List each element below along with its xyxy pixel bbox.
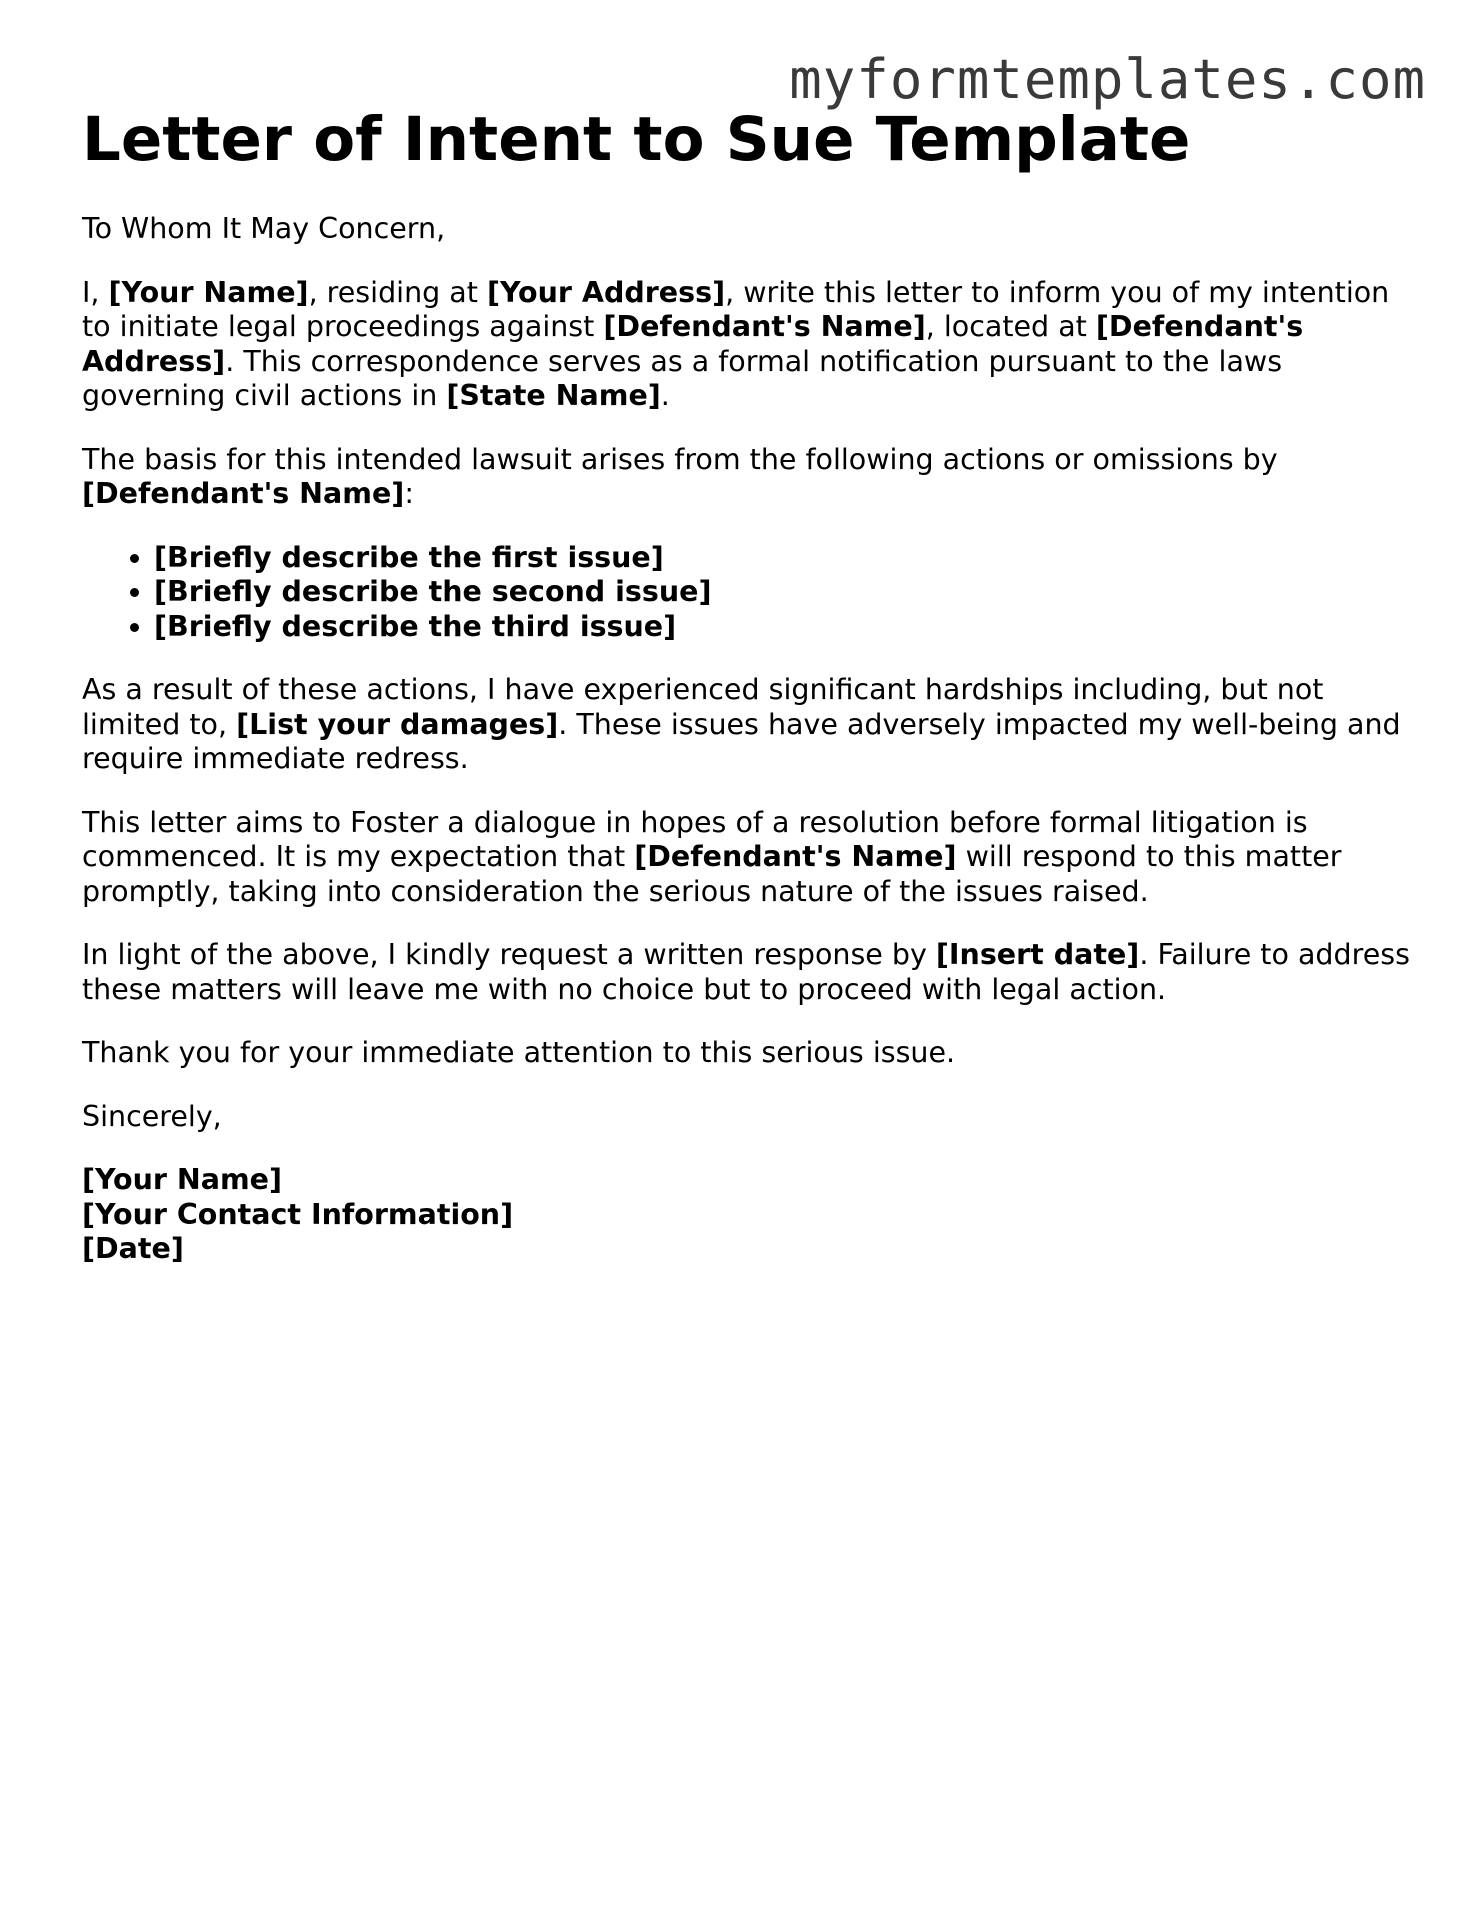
paragraph-basis	[82, 443, 1412, 512]
text: , residing at	[308, 275, 487, 309]
paragraph-dialogue	[82, 806, 1412, 910]
text: , located at	[925, 310, 1096, 343]
list-item: • [Briefly describe the second issue]	[154, 575, 1412, 610]
placeholder-defendant-name: [Defendant's Name]	[82, 477, 405, 510]
signature-block	[82, 1163, 1412, 1267]
text: , write this letter to inform you of my intention to initiate legal proceedings against	[82, 275, 1390, 343]
watermark-site-name: myformtemplates.com	[789, 48, 1426, 111]
paragraph-response-request	[82, 938, 1412, 1007]
placeholder-damages: [List your damages]	[236, 707, 559, 741]
text: This letter aims to Foster a dialogue in hopes of a resolution before formal litigation is commenced. It is my expectation that	[82, 805, 1308, 873]
placeholder-state-name: [State Name]	[446, 379, 661, 412]
placeholder-your-address: [Your Address]	[487, 275, 726, 309]
text: The basis for this intended lawsuit arises from the following actions or omissions by	[82, 442, 1278, 476]
text: . This correspondence serves as a formal notification pursuant to the laws governing civil actions in	[82, 344, 1283, 412]
document-title: Letter of Intent to Sue Template	[82, 104, 1191, 175]
list-item: • [Briefly describe the third issue]	[154, 610, 1412, 645]
text: :	[404, 477, 414, 510]
placeholder-defendant-address: [Defendant's Address]	[82, 310, 1304, 378]
signature-contact: [Your Contact Information]	[82, 1197, 514, 1231]
placeholder-defendant-name: [Defendant's Name]	[634, 840, 957, 873]
signature-name: [Your Name]	[82, 1163, 283, 1196]
list-item: • [Briefly describe the first issue]	[154, 541, 1412, 576]
text: I,	[82, 275, 109, 309]
placeholder-insert-date: [Insert date]	[935, 938, 1140, 971]
text: In light of the above, I kindly request a written response by	[82, 938, 936, 971]
paragraph-thanks: Thank you for your immediate attention to this serious issue.	[82, 1036, 956, 1069]
text: . These issues have adversely impacted my well-being and require immediate redress.	[82, 707, 1401, 775]
placeholder-your-name: [Your Name]	[108, 275, 309, 309]
signature-date: [Date]	[82, 1232, 184, 1265]
paragraph-intent	[82, 276, 1412, 414]
text: will respond to this matter promptly, taking into consideration the serious nature of the issues raised.	[82, 840, 1342, 908]
closing: Sincerely,	[82, 1099, 222, 1133]
placeholder-defendant-name: [Defendant's Name]	[603, 310, 926, 343]
text: . Failure to address these matters will leave me with no choice but to proceed with legal action.	[82, 938, 1410, 1006]
text: As a result of these actions, I have experienced significant hardships including, but not limited to,	[82, 673, 1324, 741]
text: .	[660, 379, 670, 412]
paragraph-damages	[82, 673, 1412, 777]
issues-list	[82, 541, 1412, 645]
greeting: To Whom It May Concern,	[82, 212, 446, 245]
letter-document	[82, 100, 1412, 1267]
